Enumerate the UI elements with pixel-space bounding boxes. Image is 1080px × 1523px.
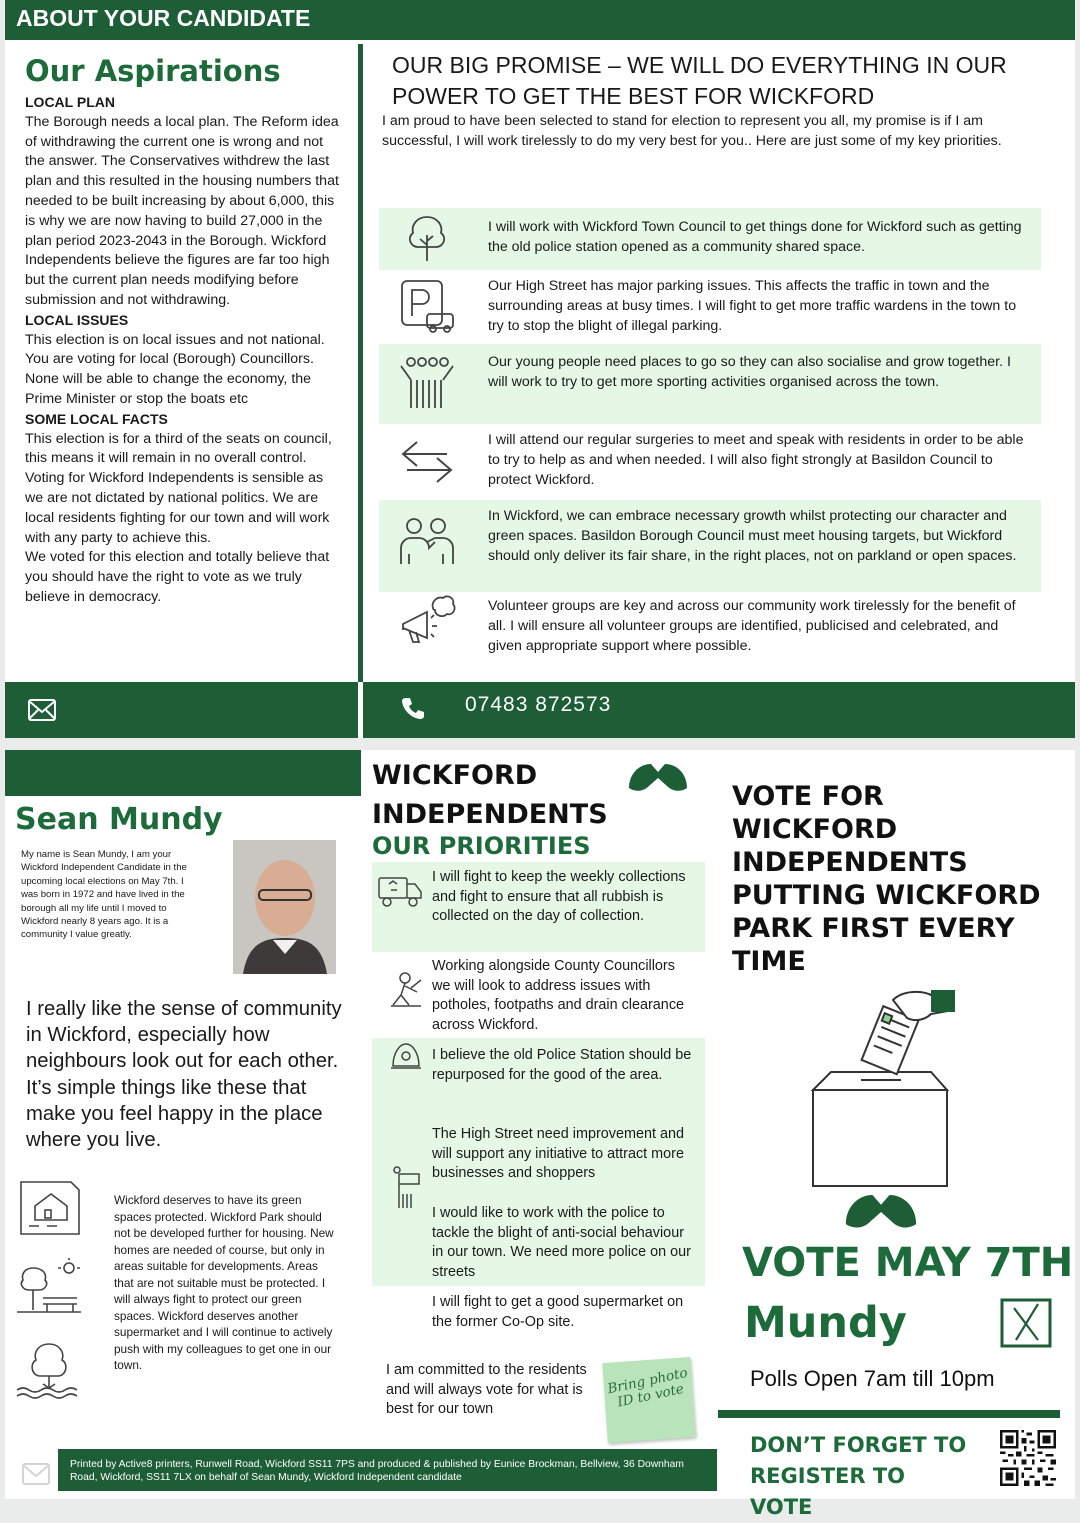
about-candidate-page	[5, 0, 1075, 738]
banner-title: ABOUT YOUR CANDIDATE	[16, 5, 311, 31]
phone-number[interactable]: 07483 872573	[465, 693, 612, 716]
vote-date: VOTE MAY 7TH	[742, 1240, 1074, 1286]
tree-icon	[397, 211, 457, 271]
candidate-leaflet-page	[5, 750, 1075, 1519]
email-icon	[21, 1462, 51, 1486]
promise-text: I will work with Wickford Town Council to get things done for Wickford such as getting the old police station opened as a community shared space.	[488, 219, 1022, 255]
commitment-text: I am committed to the residents and will always vote for what is best for our town	[386, 1362, 587, 1418]
promise-row	[379, 208, 1041, 270]
promise-row	[379, 344, 1041, 424]
checkbox-cross-icon	[1000, 1298, 1052, 1348]
photo-id-sticky-note	[602, 1357, 695, 1443]
top-banner	[5, 0, 1075, 40]
promise-row	[379, 592, 1041, 672]
candidate-surname: Mundy	[744, 1298, 907, 1348]
party-logo-icon	[841, 1190, 921, 1234]
promise-title: OUR BIG PROMISE – WE WILL DO EVERYTHING IN OUR POWER TO GET THE BEST FOR WICKFORD	[392, 52, 1007, 109]
portrait-image	[233, 840, 336, 974]
imprint-footer: Printed by Active8 printers, Runwell Road, Wickford SS11 7PS and produced & published by Eunice Brockman, Bellview, 36 Downham Road, Wickford, SS11 7LX on behalf of Sean Mundy, Wickford Independent candidate	[58, 1449, 717, 1491]
priority-text: Working alongside County Councillors we will look to address issues with potholes, footpaths and drain clearance across Wickford.	[432, 958, 685, 1033]
section-heading: LOCAL PLAN	[25, 94, 115, 110]
priority-text: The High Street need improvement and will support any initiative to attract more businesses and shoppers	[432, 1126, 684, 1182]
party-logo-icon	[625, 760, 691, 796]
promise-row	[379, 424, 1041, 500]
candidate-bio: My name is Sean Mundy, I am your Wickford Independent Candidate in the upcoming local elections on May 7th. I was born in 1972 and have lived in the borough all my life until I moved to Wickford nearly 8 years ago. It is a community I value greatly.	[21, 849, 187, 941]
promise-row	[379, 270, 1041, 340]
flood-tree-icon	[13, 1340, 85, 1400]
polls-hours: Polls Open 7am till 10pm	[750, 1366, 995, 1391]
group-icon	[397, 352, 457, 412]
police-helmet-icon	[389, 1040, 423, 1074]
promise-text: Volunteer groups are key and across our community work tirelessly for the benefit of all. I will ensure all volunteer groups are identified, publicised and celebrated, and given appropriate support where possible.	[488, 598, 1016, 654]
park-bench-icon	[15, 1258, 83, 1314]
megaphone-icon	[397, 594, 457, 654]
header-strip	[5, 750, 361, 796]
promise-text: Our High Street has major parking issues. This affects the traffic in town and the surrounding areas at busy times. I will fight to get more traffic wardens in the town to try to stop the blight of illegal parking.	[488, 278, 1017, 334]
party-name-line: INDEPENDENTS	[372, 799, 608, 830]
promise-intro: I am proud to have been selected to stand for election to represent you all, my promise is if I am successful, I will work tirelessly to do my very best for you.. Here are just some of my key priorities.	[382, 113, 1002, 149]
green-rule	[718, 1410, 1060, 1418]
section-body: This election is on local issues and not national. You are voting for local (Borough) Councillors. None will be able to change the economy, the Prime Minister or stop the boats etc	[25, 331, 325, 407]
parking-icon	[397, 276, 457, 336]
road-worker-icon	[385, 970, 425, 1008]
email-icon[interactable]	[27, 698, 57, 722]
aspirations-column	[25, 93, 343, 608]
section-body: We voted for this election and totally believe that you should have the right to vote as we truly believe in democracy.	[25, 549, 330, 605]
candidate-quote: I really like the sense of community in Wickford, especially how neighbours look out for each other. It’s simple things like these that make you feel happy in the place where you live.	[26, 998, 342, 1152]
ballot-box-icon	[805, 990, 955, 1190]
column-divider	[358, 44, 363, 738]
priorities-title: OUR PRIORITIES	[372, 832, 591, 860]
shopfront-sign-icon	[391, 1162, 427, 1210]
vote-for-heading: VOTE FOR WICKFORD INDEPENDENTS PUTTING WICKFORD PARK FIRST EVERY TIME	[732, 781, 1041, 977]
party-name	[372, 756, 608, 834]
footer-divider	[358, 682, 363, 738]
promise-row	[379, 500, 1041, 592]
register-reminder: DON’T FORGET TO REGISTER TO VOTE	[750, 1433, 967, 1519]
exchange-arrows-icon	[397, 432, 457, 492]
section-body: This election is for a third of the seats on council, this means it will remain in no overall control. Voting for Wickford Independents is sensible as we are not dictated by national politics. We are local residents fighting for our town and will work with any party to achieve this.	[25, 430, 332, 546]
priority-text: I would like to work with the police to tackle the blight of anti-social behaviour in our town. We need more police on our streets	[432, 1205, 691, 1280]
section-heading: LOCAL ISSUES	[25, 311, 129, 328]
priority-text: I believe the old Police Station should be repurposed for the good of the area.	[432, 1047, 692, 1083]
aspirations-title: Our Aspirations	[25, 54, 281, 88]
promise-text: Our young people need places to go so they can also socialise and grow together. I will work to try to get more sporting activities organised across the town.	[488, 354, 1011, 390]
bin-lorry-icon	[377, 872, 425, 908]
priority-text: I will fight to keep the weekly collections and fight to ensure that all rubbish is collected on the day of collection.	[432, 869, 686, 925]
candidate-photo	[233, 840, 336, 974]
priority-text: I will fight to get a good supermarket on the former Co-Op site.	[432, 1294, 684, 1330]
people-icon	[397, 512, 457, 572]
house-plan-icon	[17, 1178, 83, 1238]
sticky-note-text: Bring photo ID to vote	[606, 1364, 689, 1411]
section-body: The Borough needs a local plan. The Reform idea of withdrawing the current one is wrong and not the answer. The Conservatives withdrew the last plan and this resulted in the housing numbers that needed to be built increasing by about 6,000, this is why we are now having to build 27,000 in the plan period 2023-2043 in the Borough. Wickford Independents believe the figures are far too high but the current plan needs modifying before submission and not withdrawing.	[25, 113, 339, 308]
phone-icon[interactable]	[401, 696, 425, 722]
section-heading: SOME LOCAL FACTS	[25, 410, 168, 427]
qr-code-icon[interactable]	[1000, 1430, 1056, 1486]
green-spaces-text: Wickford deserves to have its green spaces protected. Wickford Park should not be developed further for housing. New homes are needed of course, but only in areas suitable for developments. Areas that are not suitable must be protected. I will always fight to protect our green spaces. Wickford deserves another supermarket and I will continue to actively push with my colleagues to get one in our town.	[114, 1193, 334, 1372]
party-name-line: WICKFORD	[372, 760, 538, 791]
promise-text: I will attend our regular surgeries to meet and speak with residents in order to be able to try to help as and when needed. I will also fight strongly at Basildon Council to protect Wickford.	[488, 432, 1024, 488]
candidate-name: Sean Mundy	[15, 802, 223, 837]
promise-text: In Wickford, we can embrace necessary growth whilst protecting our character and green spaces. Basildon Borough Council must meet housing targets, but Wickford should only deliver its fair share, in the right places, not on parkland or open spaces.	[488, 508, 1017, 564]
